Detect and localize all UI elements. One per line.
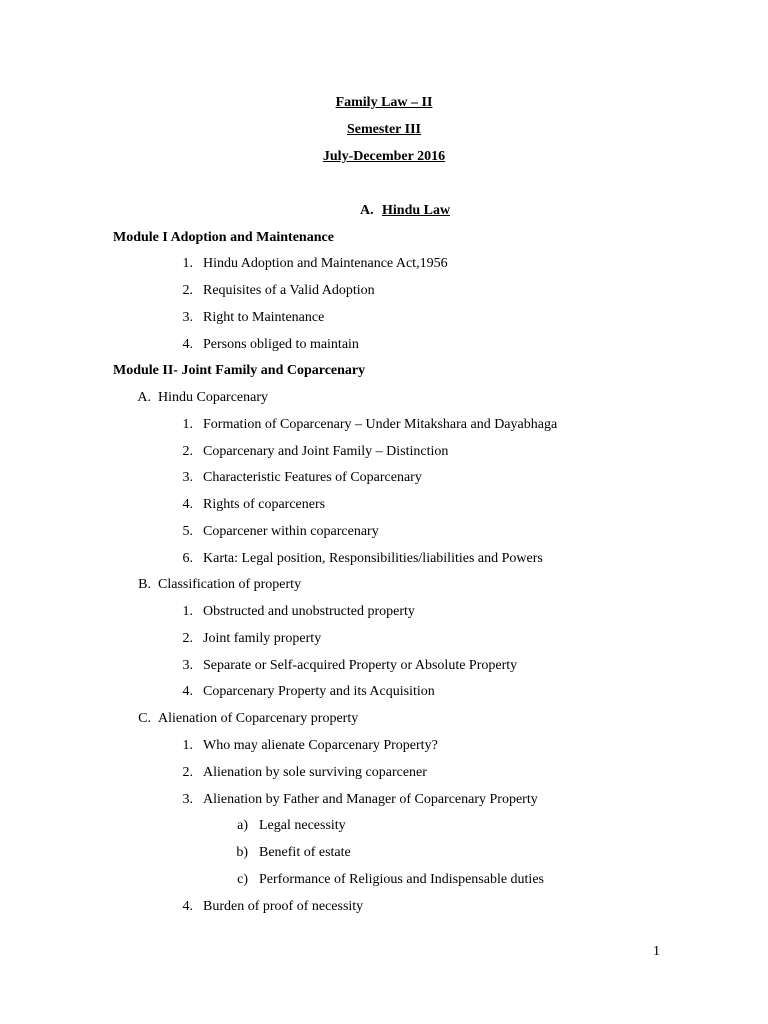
session-title: July-December 2016 bbox=[322, 149, 446, 164]
list-item: 2. Joint family property bbox=[182, 631, 322, 646]
list-item: 1. Obstructed and unobstructed property bbox=[182, 604, 415, 619]
list-item: 1. Who may alienate Coparcenary Property? bbox=[182, 738, 438, 753]
list-item: 1. Formation of Coparcenary – Under Mitakshara and Dayabhaga bbox=[182, 417, 558, 432]
sub-list-item: c) Performance of Religious and Indispensable duties bbox=[237, 872, 544, 887]
list-item: 1. Hindu Adoption and Maintenance Act,1956 bbox=[182, 256, 448, 271]
list-item: 4. Burden of proof of necessity bbox=[182, 899, 364, 914]
list-item: 3. Right to Maintenance bbox=[182, 310, 325, 325]
section-title: Hindu Law bbox=[382, 203, 451, 218]
list-item: 2. Coparcenary and Joint Family – Distinction bbox=[182, 444, 449, 459]
list-item: 5. Coparcener within coparcenary bbox=[182, 524, 379, 539]
subsection-c: C. Alienation of Coparcenary property bbox=[138, 711, 359, 726]
course-title: Family Law – II bbox=[335, 95, 433, 110]
list-item: 6. Karta: Legal position, Responsibilities/liabilities and Powers bbox=[182, 551, 543, 566]
list-item: 3. Characteristic Features of Coparcenary bbox=[182, 470, 422, 485]
semester-title: Semester III bbox=[346, 122, 421, 137]
subsection-b: B. Classification of property bbox=[138, 577, 302, 592]
list-item: 4. Rights of coparceners bbox=[182, 497, 326, 512]
section-label: A. bbox=[360, 203, 374, 218]
list-item: 4. Coparcenary Property and its Acquisition bbox=[182, 684, 435, 699]
page-number: 1 bbox=[653, 944, 660, 959]
section-hindu-law bbox=[360, 202, 450, 220]
list-item: 3. Alienation by Father and Manager of Coparcenary Property bbox=[182, 792, 538, 807]
module-2-heading: Module II- Joint Family and Coparcenary bbox=[113, 363, 366, 378]
subsection-a: A. Hindu Coparcenary bbox=[137, 390, 269, 405]
list-item: 3. Separate or Self-acquired Property or Absolute Property bbox=[182, 658, 518, 673]
sub-list-item: a) Legal necessity bbox=[237, 818, 346, 833]
module-1-heading: Module I Adoption and Maintenance bbox=[113, 230, 334, 245]
list-item: 2. Requisites of a Valid Adoption bbox=[182, 283, 375, 298]
sub-list-item: b) Benefit of estate bbox=[236, 845, 351, 860]
list-item: 4. Persons obliged to maintain bbox=[182, 337, 359, 352]
list-item: 2. Alienation by sole surviving coparcener bbox=[182, 765, 427, 780]
